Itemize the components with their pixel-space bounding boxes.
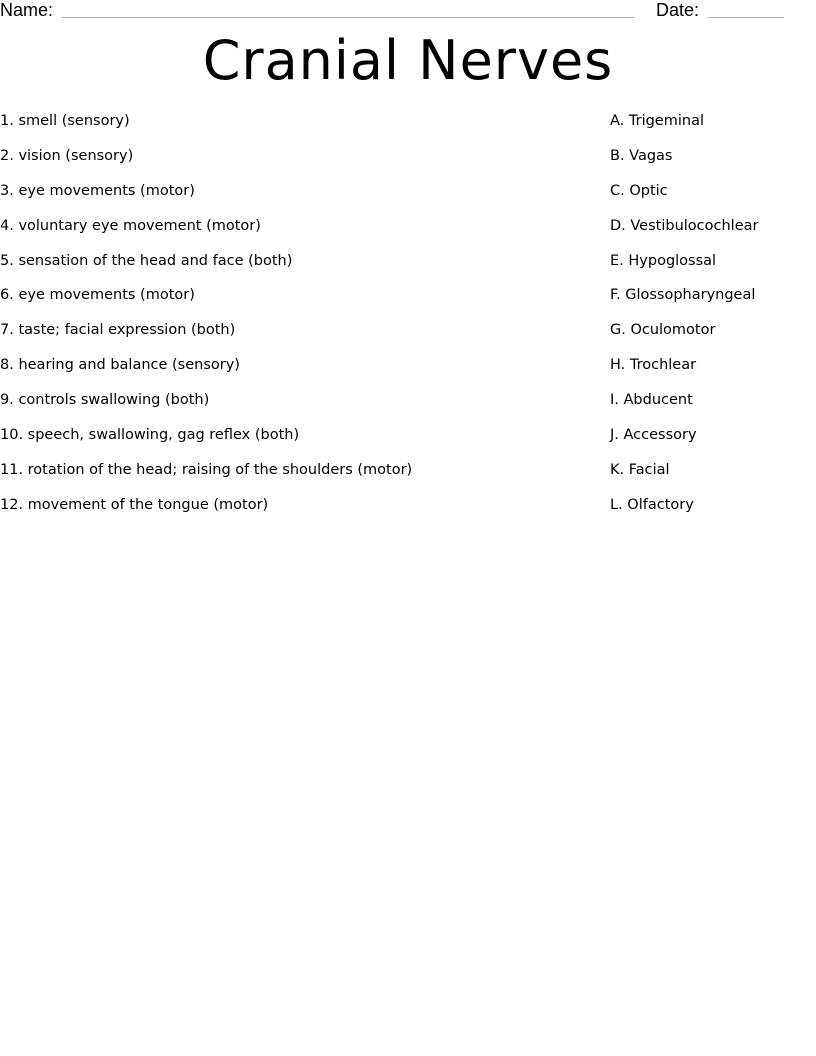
- answer-item: G. Oculomotor: [610, 322, 716, 339]
- clue-item: 10. speech, swallowing, gag reflex (both): [0, 427, 300, 444]
- clue-item: 1. smell (sensory): [0, 113, 130, 129]
- clue-item: 7. taste; facial expression (both): [0, 322, 236, 339]
- answer-item: L. Olfactory: [610, 496, 694, 513]
- clue-item: 11. rotation of the head; raising of the shoulders (motor): [0, 461, 413, 478]
- clue-item: 9. controls swallowing (both): [0, 392, 210, 409]
- clue-item: 6. eye movements (motor): [0, 287, 195, 304]
- clue-item: 12. movement of the tongue (motor): [0, 496, 269, 513]
- clue-item: 3. eye movements (motor): [0, 182, 195, 199]
- clue-item: 5. sensation of the head and face (both): [0, 252, 293, 269]
- clue-item: 4. voluntary eye movement (motor): [0, 217, 261, 234]
- clue-item: 8. hearing and balance (sensory): [0, 357, 240, 374]
- date-blank-line: [708, 17, 784, 18]
- date-label: Date:: [656, 0, 700, 20]
- answer-item: J. Accessory: [610, 427, 697, 444]
- answer-item: K. Facial: [610, 461, 670, 478]
- answer-item: I. Abducent: [610, 392, 693, 409]
- answer-item: B. Vagas: [610, 147, 673, 164]
- name-label: Name:: [0, 0, 54, 20]
- name-blank-line: [62, 17, 634, 18]
- page-title: Cranial Nerves: [202, 29, 614, 92]
- answer-item: C. Optic: [610, 182, 668, 199]
- clue-list: [0, 111, 560, 530]
- worksheet-header: [0, 0, 816, 24]
- answer-item: A. Trigeminal: [610, 113, 704, 129]
- clue-item: 2. vision (sensory): [0, 147, 134, 164]
- answer-item: D. Vestibulocochlear: [610, 217, 759, 234]
- answer-item: H. Trochlear: [610, 357, 697, 374]
- answer-list: [610, 111, 810, 530]
- answer-item: E. Hypoglossal: [610, 252, 717, 269]
- answer-item: F. Glossopharyngeal: [610, 287, 756, 304]
